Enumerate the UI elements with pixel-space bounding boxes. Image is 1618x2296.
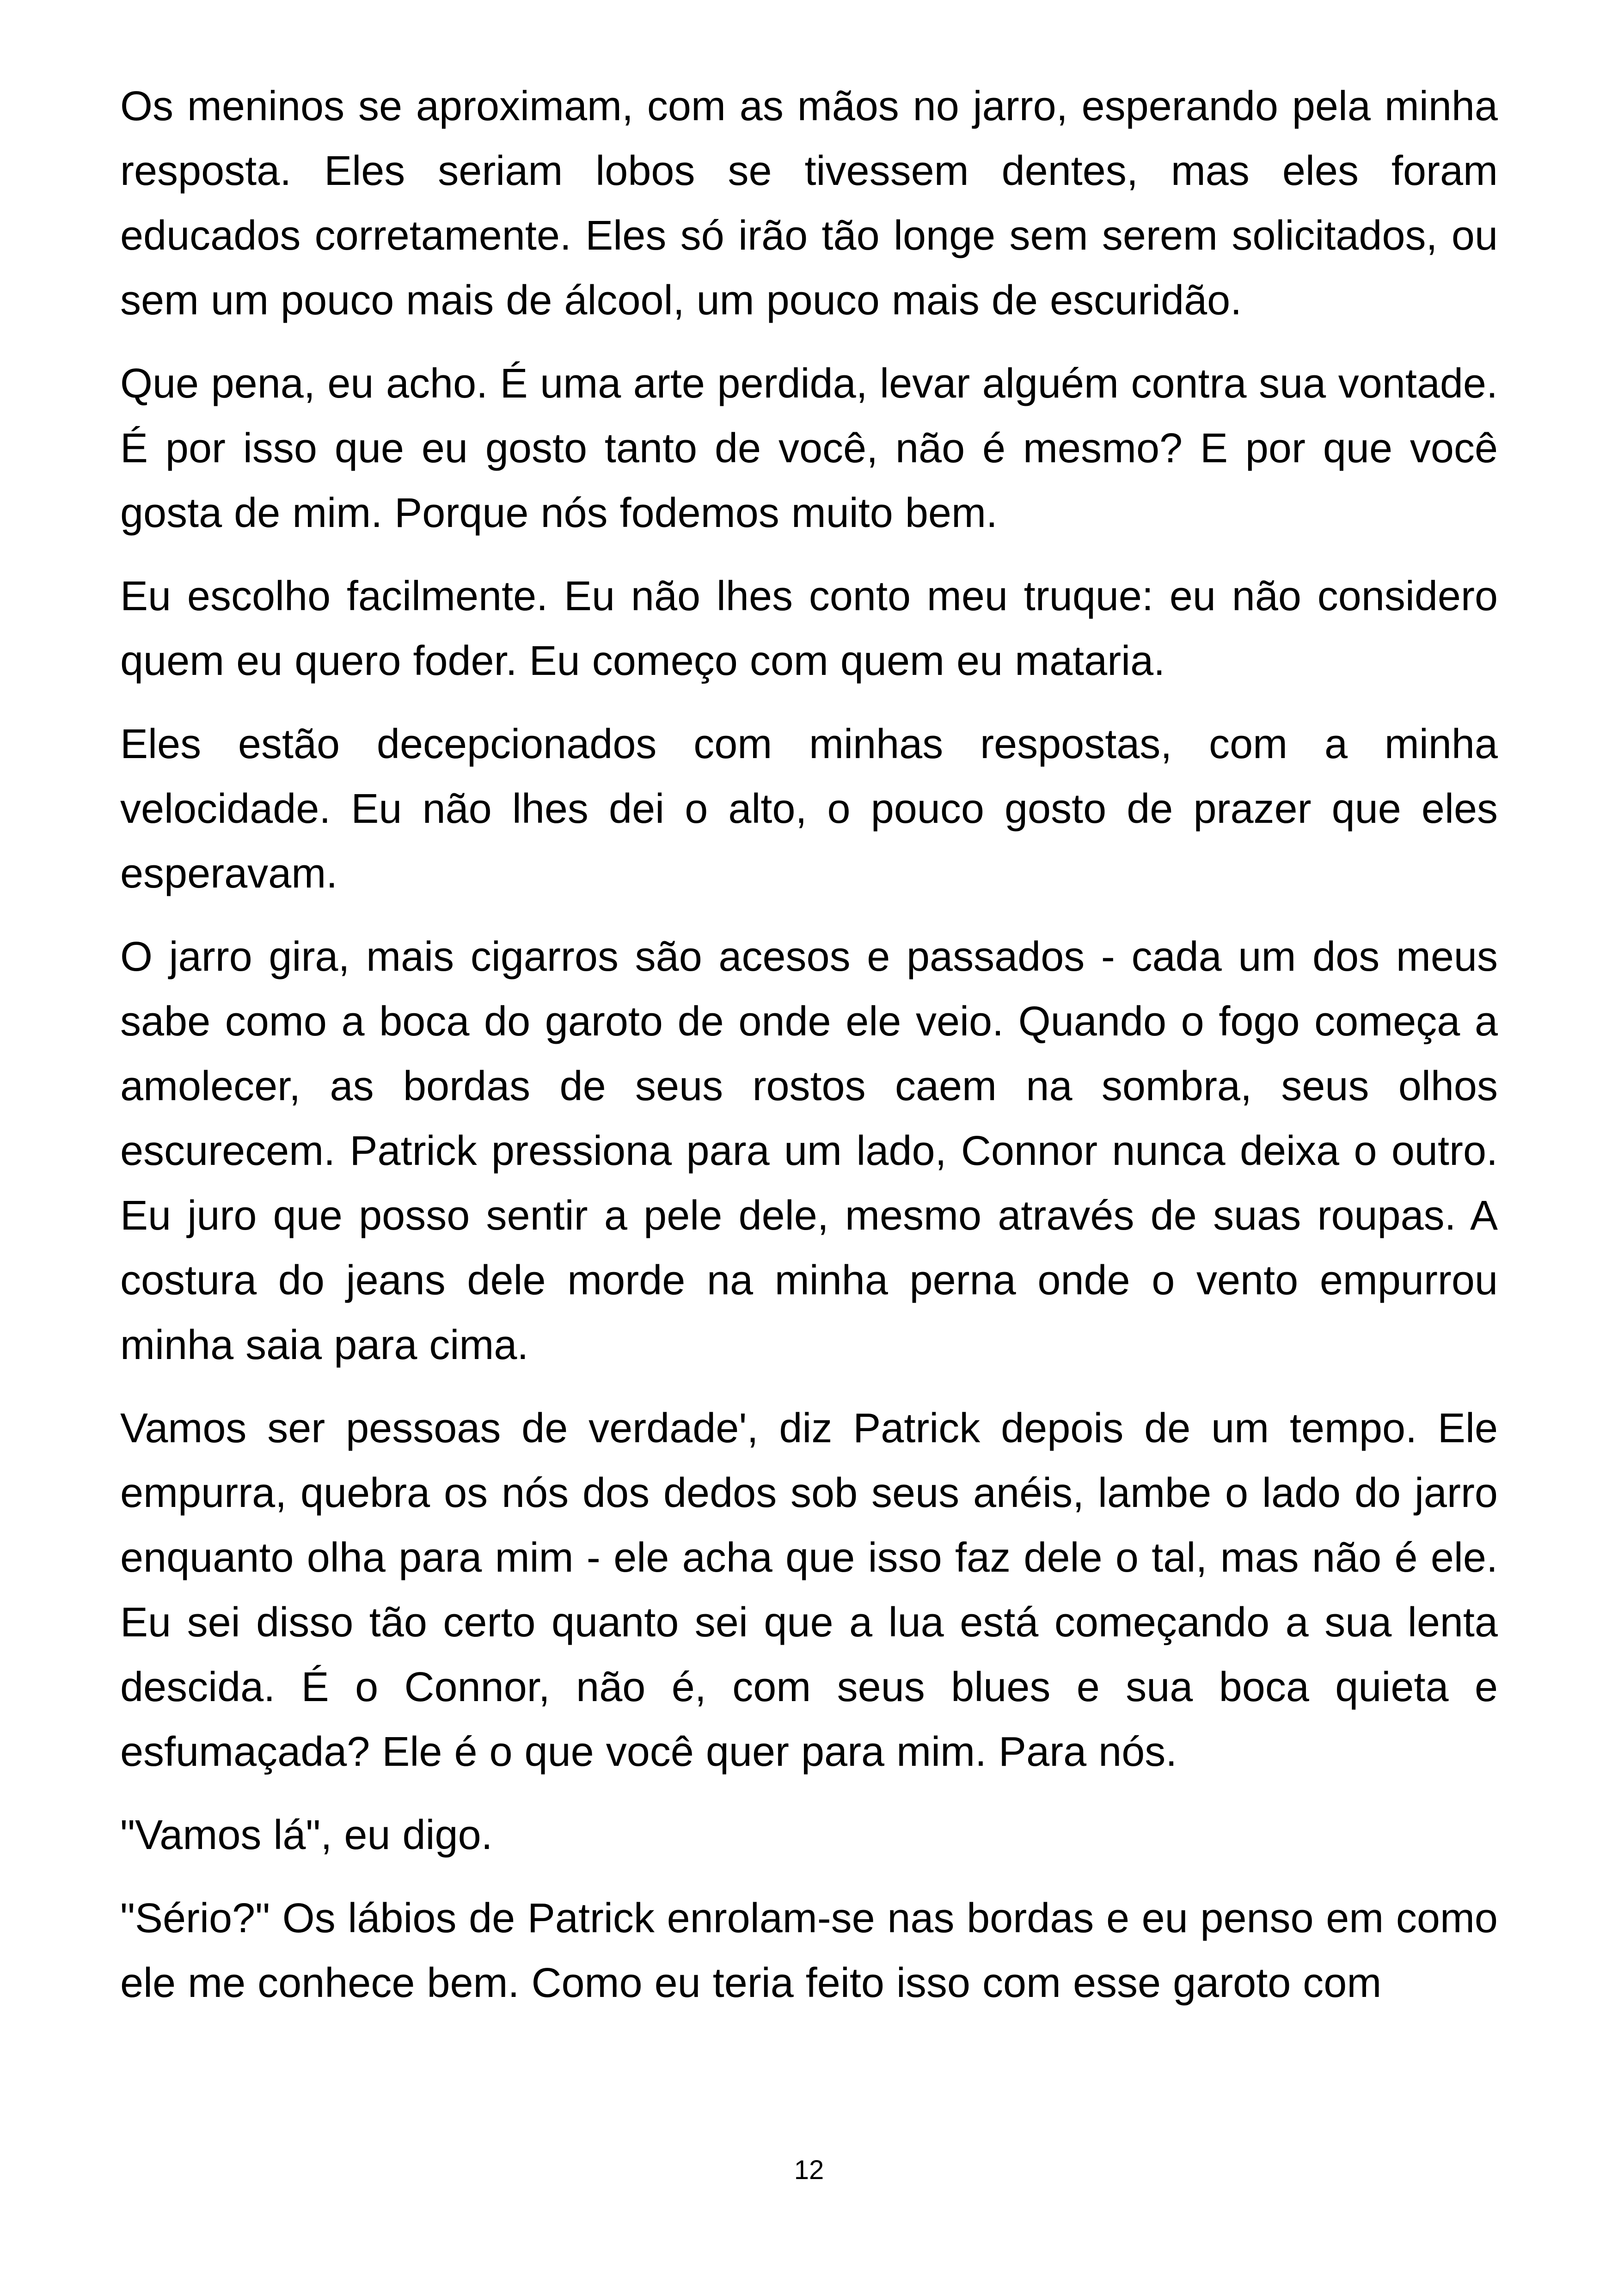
paragraph-8: "Sério?" Os lábios de Patrick enrolam-se nas bordas e eu penso em como ele me conhece bem. Como eu teria feito isso com esse garoto com: [120, 1895, 1498, 2006]
body-text: [120, 74, 1498, 2034]
paragraph-2: Que pena, eu acho. É uma arte perdida, levar alguém contra sua vontade. É por isso que eu gosto tanto de você, não é mesmo? E por que você gosta de mim. Porque nós fodemos muito bem.: [120, 361, 1498, 536]
page-number: 12: [794, 2155, 824, 2185]
paragraph-6: Vamos ser pessoas de verdade', diz Patrick depois de um tempo. Ele empurra, quebra os nós dos dedos sob seus anéis, lambe o lado do jarro enquanto olha para mim - ele acha que isso faz dele o tal, mas não é ele. Eu sei disso tão certo quanto sei que a lua está começando a sua lenta descida. É o Connor, não é, com seus blues e sua boca quieta e esfumaçada? Ele é o que você quer para mim. Para nós.: [120, 1405, 1498, 1775]
paragraph-5: O jarro gira, mais cigarros são acesos e passados - cada um dos meus sabe como a boca do garoto de onde ele veio. Quando o fogo começa a amolecer, as bordas de seus rostos caem na sombra, seus olhos escurecem. Patrick pressiona para um lado, Connor nunca deixa o outro. Eu juro que posso sentir a pele dele, mesmo através de suas roupas. A costura do jeans dele morde na minha perna onde o vento empurrou minha saia para cima.: [120, 934, 1498, 1368]
paragraph-7: "Vamos lá", eu digo.: [120, 1812, 493, 1858]
paragraph-3: Eu escolho facilmente. Eu não lhes conto meu truque: eu não considero quem eu quero foder. Eu começo com quem eu mataria.: [120, 573, 1498, 684]
paragraph-4: Eles estão decepcionados com minhas respostas, com a minha velocidade. Eu não lhes dei o alto, o pouco gosto de prazer que eles esperavam.: [120, 721, 1498, 897]
paragraph-1: Os meninos se aproximam, com as mãos no jarro, esperando pela minha resposta. Eles seriam lobos se tivessem dentes, mas eles foram educados corretamente. Eles só irão tão longe sem serem solicitados, ou sem um pouco mais de álcool, um pouco mais de escuridão.: [120, 83, 1498, 324]
